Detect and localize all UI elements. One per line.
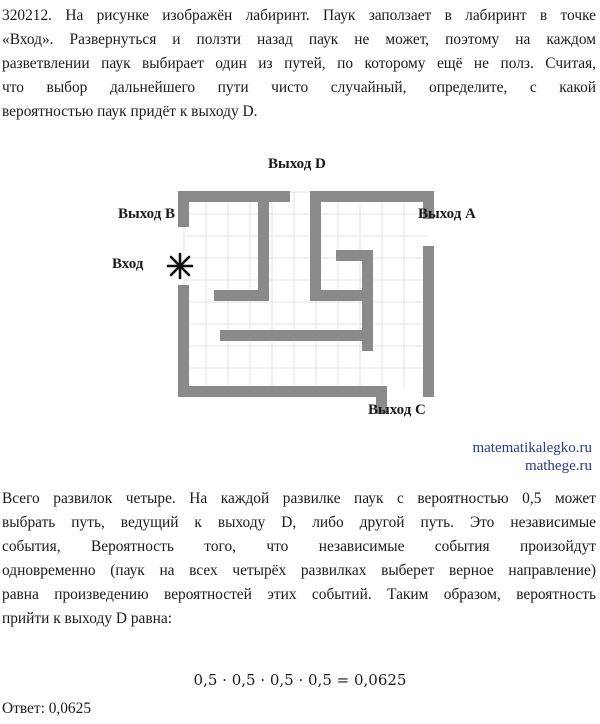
maze-wall — [178, 191, 189, 227]
solution-line-5: равна произведению вероятностей этих событий. Таким образом, вероятность — [2, 586, 596, 603]
maze-wall — [258, 191, 269, 301]
solution-line-3: события, Вероятность того, что независимые события произойдут — [2, 538, 596, 555]
solution-text — [2, 487, 596, 631]
exit-c-label: Выход С — [368, 402, 426, 418]
solution-line-2: выбрать путь, ведущий к выходу D, либо другой путь. Это независимые — [2, 514, 596, 531]
maze-wall — [220, 330, 373, 341]
problem-text — [2, 4, 596, 124]
solution-line-6: прийти к выходу D равна: — [2, 610, 172, 627]
solution-line-4: одновременно (паук на всех четырёх развилках выберет верное направление) — [2, 562, 596, 579]
maze-wall — [178, 285, 189, 397]
maze-figure — [104, 150, 484, 430]
solution-line-1: Всего развилок четыре. На каждой развилке паук с вероятностью 0,5 может — [2, 490, 596, 507]
exit-a-label: Выход А — [418, 206, 476, 222]
problem-line-4: что выбор дальнейшего пути чисто случайный, определите, с какой — [2, 79, 596, 96]
maze-wall — [214, 290, 269, 301]
maze-wall — [178, 386, 386, 397]
problem-line-2: «Вход». Развернуться и ползти назад паук не может, поэтому на каждом — [2, 31, 596, 48]
watermark-line-2: mathege.ru — [524, 458, 592, 474]
entrance-label: Вход — [112, 256, 144, 272]
maze-wall — [336, 250, 373, 261]
maze-wall — [310, 290, 365, 301]
maze-wall — [310, 191, 321, 301]
maze-wall — [310, 191, 434, 202]
problem-line-5: вероятностью паук придёт к выходу D. — [2, 103, 258, 120]
maze-wall — [423, 246, 434, 397]
entrance-star-icon — [168, 254, 192, 278]
answer: Ответ: 0,0625 — [2, 700, 92, 717]
exit-d-label: Выход D — [268, 156, 326, 172]
maze-wall — [178, 191, 290, 202]
formula: 0,5 · 0,5 · 0,5 · 0,5 = 0,0625 — [193, 671, 407, 689]
watermark-line-1: matematikalegko.ru — [472, 440, 592, 456]
watermark — [472, 439, 592, 475]
problem-line-1: 320212. На рисунке изображён лабиринт. Паук заползает в лабиринт в точке — [2, 7, 596, 24]
problem-line-3: разветвлении паук выбирает один из путей, по которому ещё не полз. Считая, — [2, 55, 596, 72]
maze-drawing — [104, 150, 484, 430]
exit-b-label: Выход В — [118, 206, 176, 222]
